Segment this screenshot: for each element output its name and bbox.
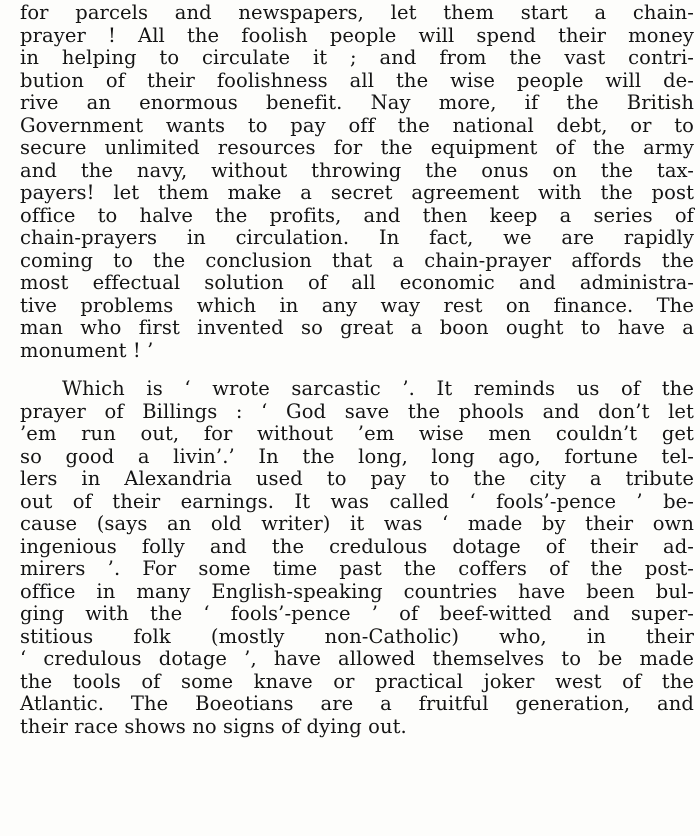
- text-line: the tools of some knave or practical joker west of the: [20, 669, 694, 693]
- text-line: payers! let them make a secret agreement with the post: [20, 181, 694, 204]
- body-paragraph: [0, 378, 700, 738]
- text-line: ingenious folly and the credulous dotage of their ad-: [20, 534, 694, 558]
- text-line: prayer of Billings : ‘ God save the phools and don’t let: [20, 399, 694, 423]
- text-line: out of their earnings. It was called ‘ fools’-pence ’ be-: [20, 489, 694, 513]
- text-line: prayer ! All the foolish people will spend their money: [20, 23, 694, 47]
- text-line: in helping to circulate it ; and from the vast contri-: [20, 46, 694, 69]
- text-line: office in many English-speaking countries have been bul-: [20, 579, 694, 603]
- text-line: mirers ’. For some time past the coffers of the post-: [20, 557, 694, 580]
- text-line: bution of their foolishness all the wise people will de-: [20, 68, 694, 92]
- text-line: monument ! ’: [20, 338, 154, 362]
- text-line: cause (says an old writer) it was ‘ made by their own: [20, 512, 694, 535]
- text-line: so good a livin’.’ In the long, long ago, fortune tel-: [20, 444, 694, 468]
- text-line: lers in Alexandria used to pay to the city a tribute: [20, 467, 694, 490]
- text-line: ging with the ‘ fools’-pence ’ of beef-witted and super-: [20, 602, 694, 625]
- text-line: office to halve the profits, and then keep a series of: [20, 203, 694, 227]
- text-line: most effectual solution of all economic and administra-: [20, 271, 694, 294]
- text-line: ‘ credulous dotage ’, have allowed themselves to be made: [20, 647, 694, 670]
- text-line: and the navy, without throwing the onus on the tax-: [20, 158, 694, 182]
- quoted-paragraph: [0, 2, 700, 362]
- text-line: Government wants to pay off the national debt, or to: [20, 113, 694, 137]
- text-line: their race shows no signs of dying out.: [20, 714, 407, 738]
- text-line: chain-prayers in circulation. In fact, we are rapidly: [20, 226, 694, 249]
- text-line: ’em run out, for without ’em wise men couldn’t get: [20, 422, 694, 445]
- text-line: stitious folk (mostly non-Catholic) who, in their: [20, 624, 694, 648]
- text-line: man who first invented so great a boon ought to have a: [20, 316, 694, 339]
- text-line: rive an enormous benefit. Nay more, if the British: [20, 91, 694, 114]
- text-line: Atlantic. The Boeotians are a fruitful generation, and: [20, 692, 694, 715]
- text-line: tive problems which in any way rest on finance. The: [20, 293, 694, 317]
- text-line: coming to the conclusion that a chain-prayer affords the: [20, 248, 694, 272]
- text-line: Which is ‘ wrote sarcastic ’. It reminds us of the: [62, 377, 694, 400]
- text-line: secure unlimited resources for the equipment of the army: [20, 136, 694, 159]
- text-line: for parcels and newspapers, let them start a chain-: [20, 1, 694, 24]
